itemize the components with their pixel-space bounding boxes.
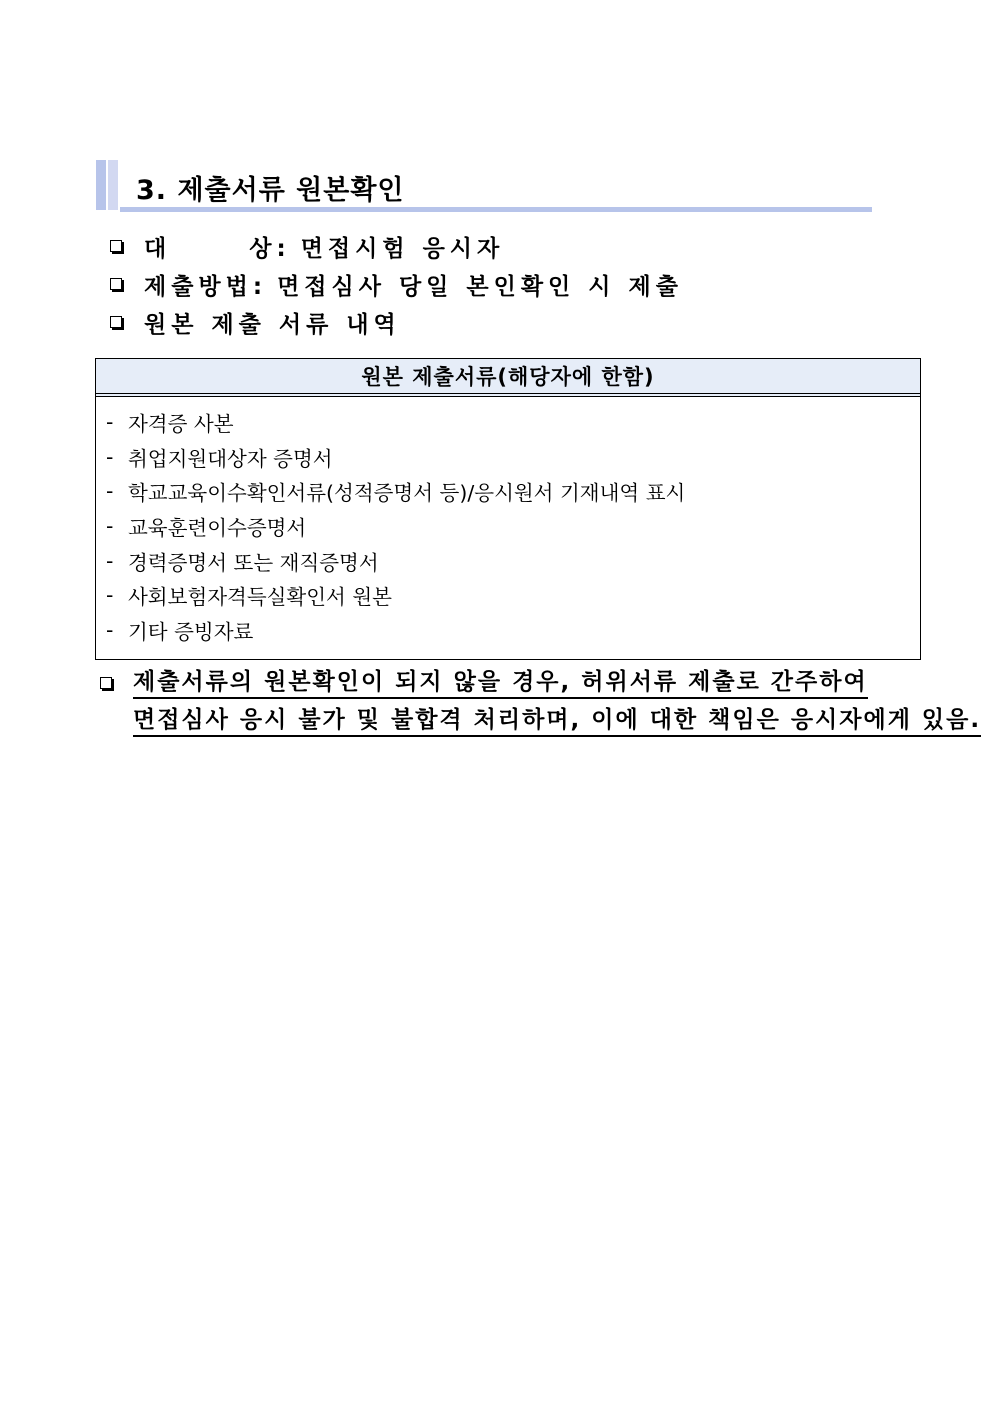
original-documents-table (95, 358, 921, 660)
list-item: - 취업지원대상자 증명서 (106, 444, 333, 471)
notice-line-2: 면접심사 응시 불가 및 불합격 처리하며, 이에 대한 책임은 응시자에게 있음. (133, 703, 981, 737)
list-item: - 교육훈련이수증명서 (106, 514, 307, 541)
bullet-label: 원본 제출 서류 내역 (144, 311, 401, 338)
square-bullet-icon (110, 316, 122, 328)
heading-accent-bar (96, 160, 106, 210)
bullet-label: 대 상: (144, 235, 291, 262)
bullet-method (110, 269, 683, 299)
heading-accent-bar-secondary (108, 160, 118, 210)
bullet-value: 면접시험 응시자 (300, 235, 505, 262)
heading-underline (120, 207, 872, 212)
list-item: - 경력증명서 또는 재직증명서 (106, 548, 379, 575)
document-list (96, 397, 920, 647)
bullet-value: 면접심사 당일 본인확인 시 제출 (277, 273, 683, 300)
bullet-document-list (110, 307, 401, 337)
square-bullet-icon (110, 240, 122, 252)
bullet-target (110, 231, 504, 261)
square-bullet-icon (100, 677, 112, 689)
list-item: - 기타 증빙자료 (106, 617, 254, 644)
table-header: 원본 제출서류(해당자에 한함) (96, 359, 920, 397)
list-item: - 사회보험자격득실확인서 원본 (106, 583, 392, 610)
square-bullet-icon (110, 278, 122, 290)
list-item: - 학교교육이수확인서류(성적증명서 등)/응시원서 기재내역 표시 (106, 479, 686, 506)
section-heading (96, 160, 874, 214)
list-item: - 자격증 사본 (106, 410, 234, 437)
bullet-label: 제출방법: (144, 273, 268, 300)
notice-line-1: 제출서류의 원본확인이 되지 않을 경우, 허위서류 제출로 간주하여 (133, 665, 868, 699)
section-title: 3. 제출서류 원본확인 (136, 175, 405, 206)
